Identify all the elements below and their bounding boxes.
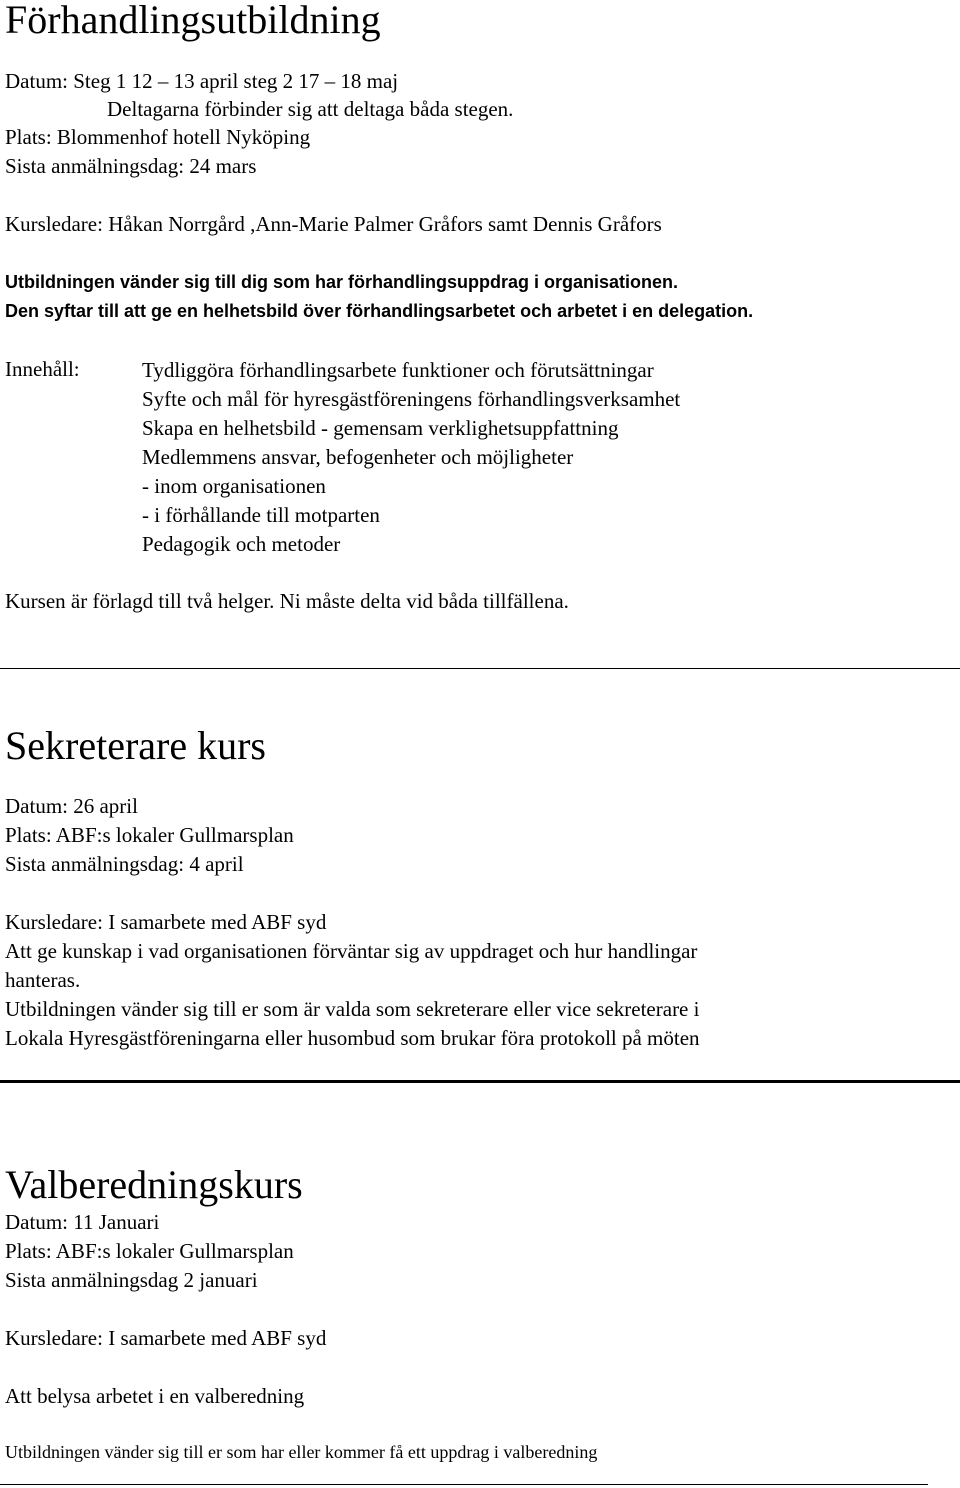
- course1-title: Förhandlingsutbildning: [5, 0, 381, 42]
- course1-datum-note: Deltagarna förbinder sig att deltaga båda stegen.: [107, 97, 514, 121]
- section-divider: [0, 1080, 960, 1083]
- content-item: Tydliggöra förhandlingsarbete funktioner och förutsättningar: [142, 358, 654, 382]
- course2-desc2b: Lokala Hyresgästföreningarna eller husombud som brukar föra protokoll på möten: [5, 1026, 700, 1050]
- course2-title: Sekreterare kurs: [5, 723, 266, 768]
- course2-desc1a: Att ge kunskap i vad organisationen förväntar sig av uppdraget och hur handlingar: [5, 939, 698, 963]
- course2-plats: Plats: ABF:s lokaler Gullmarsplan: [5, 823, 294, 847]
- course1-content-list: [142, 356, 680, 559]
- course1-sista: Sista anmälningsdag: 24 mars: [5, 154, 257, 178]
- course3-title: Valberedningskurs: [5, 1162, 303, 1207]
- course3-kursledare: Kursledare: I samarbete med ABF syd: [5, 1326, 327, 1350]
- course1-kursledare: Kursledare: Håkan Norrgård ,Ann-Marie Palmer Gråfors samt Dennis Gråfors: [5, 212, 662, 236]
- course1-note: Kursen är förlagd till två helger. Ni måste delta vid båda tillfällena.: [5, 589, 569, 613]
- content-item: - inom organisationen: [142, 474, 326, 498]
- course1-datum: Datum: Steg 1 12 – 13 april steg 2 17 – 18 maj: [5, 69, 399, 93]
- course3-syfte: Att belysa arbetet i en valberedning: [5, 1384, 305, 1408]
- course3-desc: Utbildningen vänder sig till er som har eller kommer få ett uppdrag i valberedning: [5, 1442, 598, 1462]
- course2-desc1b: hanteras.: [5, 968, 81, 992]
- course3-datum: Datum: 11 Januari: [5, 1210, 160, 1234]
- section-divider: [0, 668, 960, 669]
- content-item: Syfte och mål för hyresgästföreningens förhandlingsverksamhet: [142, 387, 681, 411]
- content-item: Skapa en helhetsbild - gemensam verklighetsuppfattning: [142, 416, 619, 440]
- content-item: Medlemmens ansvar, befogenheter och möjligheter: [142, 445, 574, 469]
- course3-plats: Plats: ABF:s lokaler Gullmarsplan: [5, 1239, 294, 1263]
- course1-desc2: Den syftar till att ge en helhetsbild över förhandlingsarbetet och arbetet i en delegation.: [5, 301, 754, 321]
- course2-desc2a: Utbildningen vänder sig till er som är valda som sekreterare eller vice sekreterare i: [5, 997, 700, 1021]
- section-divider: [0, 1484, 928, 1485]
- content-item: Pedagogik och metoder: [142, 532, 341, 556]
- course3-sista: Sista anmälningsdag 2 januari: [5, 1268, 258, 1292]
- course2-kursledare: Kursledare: I samarbete med ABF syd: [5, 910, 327, 934]
- course1-desc1: Utbildningen vänder sig till dig som har förhandlingsuppdrag i organisationen.: [5, 272, 679, 292]
- course2-sista: Sista anmälningsdag: 4 april: [5, 852, 244, 876]
- course2-datum: Datum: 26 april: [5, 794, 138, 818]
- course1-content-label: Innehåll:: [5, 357, 80, 381]
- content-item: - i förhållande till motparten: [142, 503, 380, 527]
- course1-plats: Plats: Blommenhof hotell Nyköping: [5, 125, 311, 149]
